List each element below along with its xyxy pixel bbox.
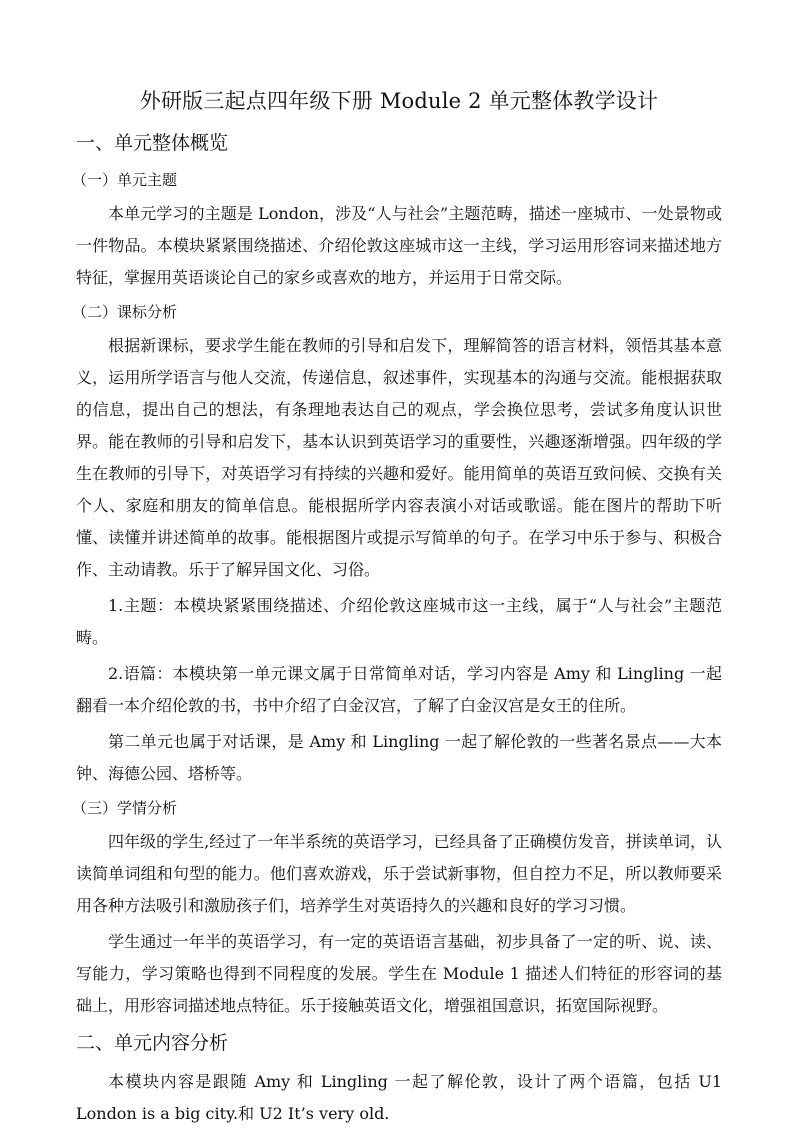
learner-analysis-paragraph-1: 四年级的学生,经过了一年半系统的英语学习，已经具备了正确模仿发音，拼读单词，认读简单词组和句型的能力。他们喜欢游戏，乐于尝试新事物，但自控力不足，所以教师要采用各种方法吸引和激励孩子们，培养学生对英语持久的兴趣和良好的学习习惯。 [76, 832, 722, 915]
section-1-heading: 一、单元整体概览 [76, 132, 229, 154]
curriculum-analysis-paragraph: 根据新课标，要求学生能在教师的引导和启发下，理解简答的语言材料，领悟其基本意义，运用所学语言与他人交流，传递信息，叙述事件，实现基本的沟通与交流。能根据获取的信息，提出自己的想法，有条理地表达自己的观点，学会换位思考，尝试多角度认识世界。能在教师的引导和启发下，基本认识到英语学习的重要性，兴趣逐渐增强。四年级的学生在教师的引导下，对英语学习有持续的兴趣和爱好。能用简单的英语互致问候、交换有关个人、家庭和朋友的简单信息。能根据所学内容表演小对话或歌谣。能在图片的帮助下听懂、读懂并讲述简单的故事。能根据图片或提示写简单的句子。在学习中乐于参与、积极合作、主动请教。乐于了解异国文化、习俗。 [76, 336, 722, 579]
subsection-learner-analysis-heading: （三）学情分析 [72, 799, 178, 817]
subsection-curriculum-analysis-heading: （二）课标分析 [72, 303, 178, 321]
content-analysis-paragraph: 本模块内容是跟随 Amy 和 Lingling 一起了解伦敦，设计了两个语篇，包括 U1 London is a big city.和 U2 It’s very old. [76, 1072, 722, 1123]
discourse-point-paragraph: 2.语篇：本模块第一单元课文属于日常简单对话，学习内容是 Amy 和 Lingling 一起翻看一本介绍伦敦的书，书中介绍了白金汉宫，了解了白金汉宫是女王的住所。 [76, 664, 722, 715]
unit-two-paragraph: 第二单元也属于对话课，是 Amy 和 Lingling 一起了解伦敦的一些著名景点——大本钟、海德公园、塔桥等。 [76, 732, 722, 783]
unit-theme-paragraph: 本单元学习的主题是 London，涉及“人与社会”主题范畴，描述一座城市、一处景物或一件物品。本模块紧紧围绕描述、介绍伦敦这座城市这一主线，学习运用形容词来描述地方特征，掌握用英语谈论自己的家乡或喜欢的地方，并运用于日常交际。 [76, 204, 722, 287]
subsection-unit-theme-heading: （一）单元主题 [72, 171, 178, 189]
theme-point-paragraph: 1.主题：本模块紧紧围绕描述、介绍伦敦这座城市这一主线，属于“人与社会”主题范畴。 [76, 596, 722, 647]
section-2-heading: 二、单元内容分析 [76, 1032, 229, 1054]
learner-analysis-paragraph-2: 学生通过一年半的英语学习，有一定的英语语言基础，初步具备了一定的听、说、读、写能力，学习策略也得到不同程度的发展。学生在 Module 1 描述人们特征的形容词的基础上，用形容词描述地点特征。乐于接触英语文化，增强祖国意识，拓宽国际视野。 [76, 932, 722, 1015]
document-title: 外研版三起点四年级下册 Module 2 单元整体教学设计 [139, 89, 659, 113]
